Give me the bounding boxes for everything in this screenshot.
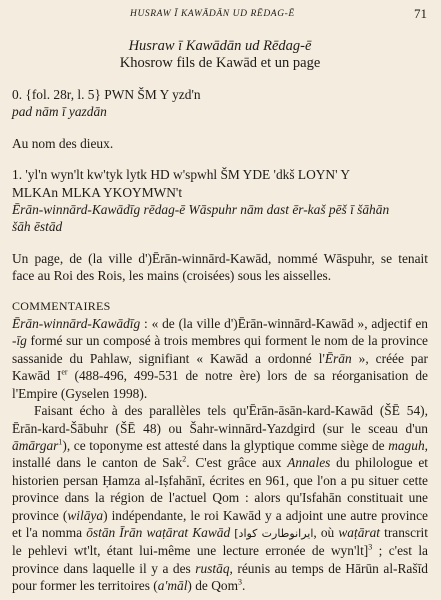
page-number: 71: [414, 6, 427, 21]
footnote-marker: 3: [238, 577, 242, 587]
section-0-transliteration: 0. {fol. 28r, l. 5} PWN ŠM Y yzd'n: [12, 87, 201, 102]
footnote-marker: 2: [182, 454, 187, 464]
running-header: [0, 6, 441, 26]
commentary-paragraph-1: Ērān-winnārd-Kawādīg : « de (la ville d')Ērān-winnārd-Kawād », adjectif en -īg formé sur un composé à trois membres qui forment le nom de la province sassanide du Pahlaw, signifiant « Kawād a ordonné l'Ērān », créée par Kawād Ier (488-496, 499-531 de notre ère) lors de sa réorganisation de l'Empire (Gyselen 1998).: [12, 316, 428, 401]
arabic-script: [ایرانوطارت کواد: [234, 526, 314, 540]
footnote-marker: 3: [368, 542, 373, 552]
commentary-heading: COMMENTAIRES: [12, 298, 111, 313]
section-1-transcription-line-1: Ērān-winnārd-Kawādīg rēdag-ē Wāspuhr nām dast ēr-kaš pēš ī šāhān: [12, 202, 390, 218]
text-title-pahlavi: Husraw ī Kawādān ud Rēdag-ē: [128, 38, 312, 54]
text-title-french: Khosrow fils de Kawād et un page: [119, 55, 321, 71]
footnote-marker: 1: [58, 437, 63, 447]
lemma: Ērān-winnārd-Kawādīg: [12, 316, 141, 332]
section-1-translation: Un page, de (la ville d')Ērān-winnārd-Kawād, nommé Wāspuhr, se tenait face au Roi des Rois, les mains (croisées) sous les aisselles.: [12, 250, 428, 284]
section-1-transliteration-line-1: 1. 'yl'n wyn'lt kw'tyk lytk HD w'spwhl ŠM YDE 'dkš LOYN' Y: [12, 167, 351, 183]
section-0-transcription: pad nām ī yazdān: [12, 104, 107, 120]
section-1-transliteration-line-2: MLKAn MLKA YKOYMWN't: [12, 184, 183, 200]
section-0-translation: Au nom des dieux.: [12, 135, 114, 151]
section-1-transcription-line-2: šāh ēstād: [12, 219, 63, 235]
page-content: [12, 38, 428, 595]
commentary-paragraph-2: Faisant écho à des parallèles tels qu'Ērān-āsān-kard-Kawād (ŠĒ 54), Ērān-kard-Šābuhr (ŠĒ 48) ou Šahr-winnārd-Yazdgird (sur le sceau d'un āmārgar$^1$), ce toponyme est attesté dans la glyptique comme siège de maguh, installé dans le canton de Sak$^2$. C'est grâce aux Annales du philologue et historien persan Ḥamza al-Iṣfahānī, écrites en 961, que l'on a pu situer cette province dans la région de l'actuel Qom : alors qu'Isfahān constituait une province (wilāya) indépendante, le roi Kawād y a adjoint une autre province et l'a nomma ōstān Īrān waṭārat Kawād [ایرانوطارت کواد, où waṭārat transcrit le pehlevi wt'lt, étant lui-même une lecture erronée de wyn'lt]$^3$ ; c'est la province dans laquelle il y a des rustāq, réunis au temps de Hārūn al-Rašīd pour former les territoires (a'māl) de Qom$^3$.: [12, 403, 429, 594]
running-title: HUSRAW Ī KAWĀDĀN UD RĒDAG-Ē: [130, 9, 295, 19]
